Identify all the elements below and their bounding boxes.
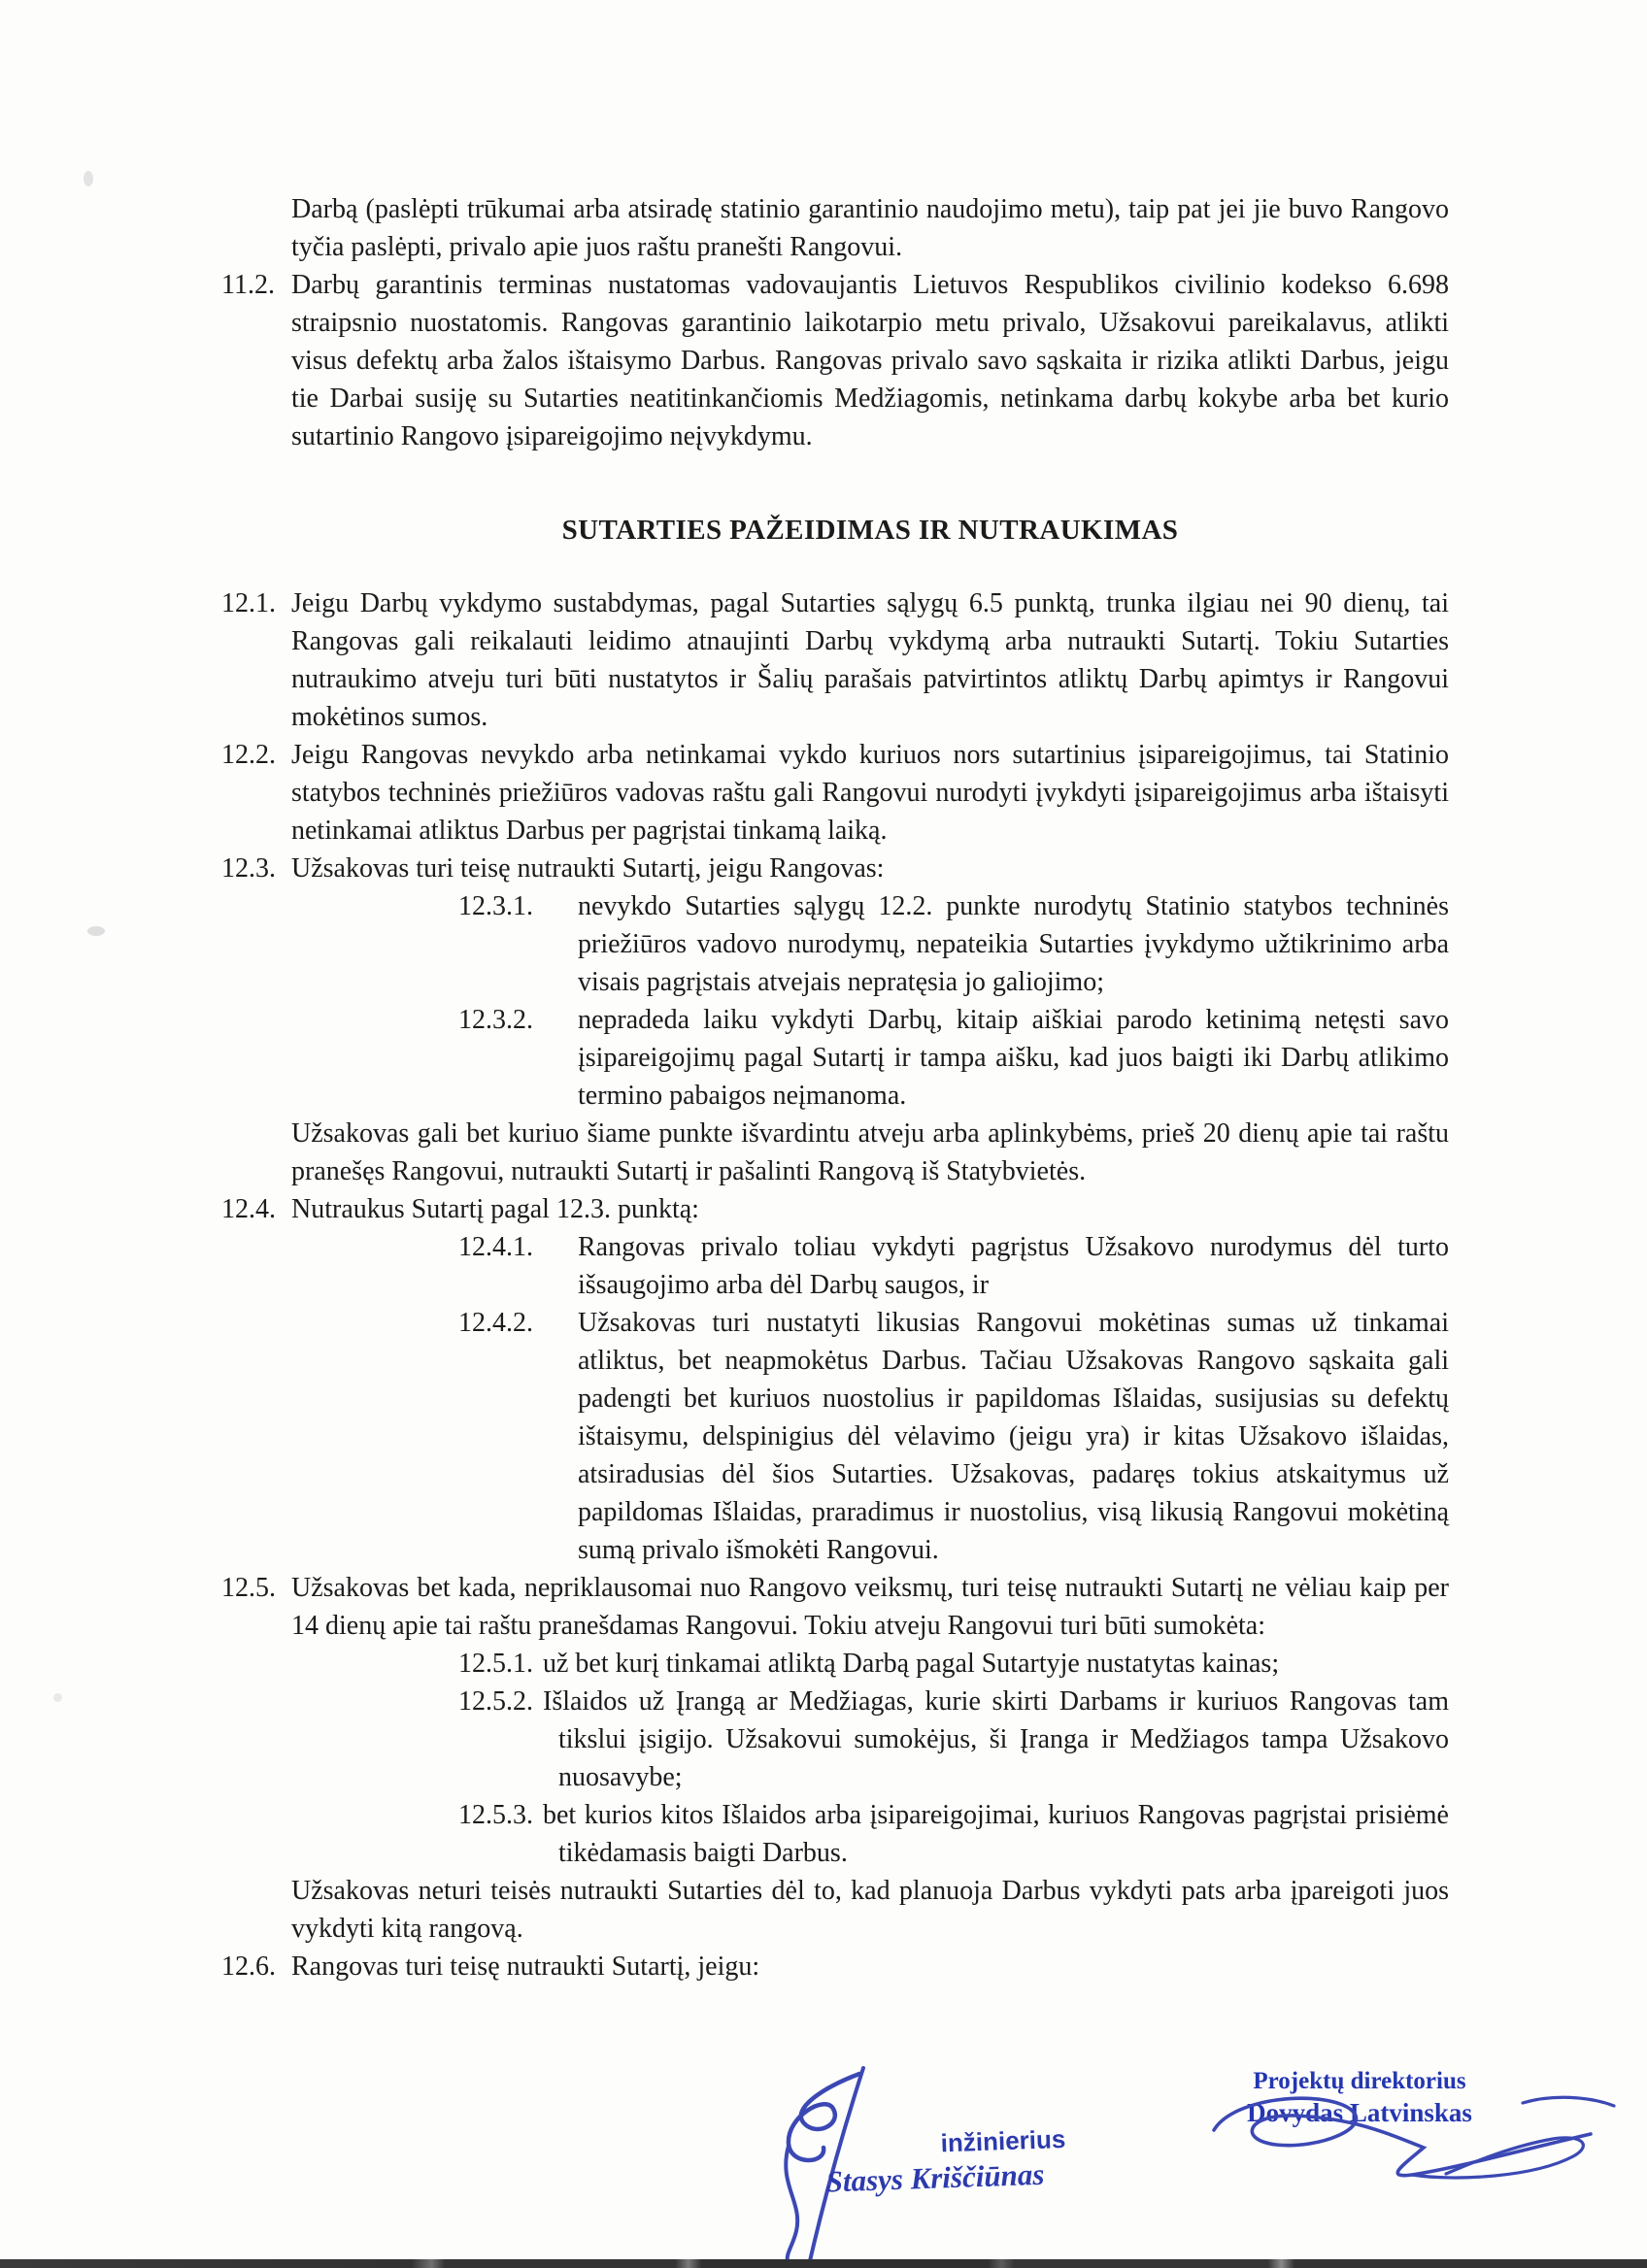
clause-12-4-1 bbox=[291, 1228, 1449, 1304]
clause-12-4-2 bbox=[291, 1304, 1449, 1569]
contract-body bbox=[221, 190, 1449, 1985]
director-stamp-name: Dovydas Latvinskas bbox=[1247, 2098, 1472, 2127]
clause-number: 12.6. bbox=[221, 1951, 276, 1982]
clause-number: 12.4. bbox=[221, 1194, 276, 1224]
clause-text: Nutraukus Sutartį pagal 12.3. punktą: bbox=[291, 1194, 699, 1224]
clause-number: 12.1. bbox=[221, 588, 276, 618]
clause-number: 12.5.3. bbox=[458, 1800, 533, 1830]
clause-text: Jeigu Rangovas nevykdo arba netinkamai vykdo kuriuos nors sutartinius įsipareigojimus, tai Statinio statybos techninės priežiūros vadovas raštu gali Rangovui nurodyti įvykdyti įsipareigojimus arba ištaisyti netinkamai atliktus Darbus per pagrįstai tinkamą laiką. bbox=[291, 740, 1449, 846]
scan-smudge bbox=[84, 171, 93, 186]
clause-12-5-closing bbox=[291, 1872, 1449, 1948]
clause-number: 12.5.2. bbox=[458, 1686, 533, 1717]
clause-11-2 bbox=[221, 266, 1449, 455]
clause-text: bet kurios kitos Išlaidos arba įsipareigojimai, kuriuos Rangovas pagrįstai prisiėmė tikėdamasis baigti Darbus. bbox=[543, 1800, 1449, 1868]
clause-12-5 bbox=[221, 1569, 1449, 1645]
scan-edge-artifact bbox=[0, 2259, 1647, 2268]
clause-number: 12.4.2. bbox=[458, 1308, 533, 1338]
clause-text: Darbų garantinis terminas nustatomas vadovaujantis Lietuvos Respublikos civilinio kodekso 6.698 straipsnio nuostatomis. Rangovas garantinio laikotarpio metu privalo, Užsakovui pareikalavus, atlikti visus defektų arba žalos ištaisymo Darbus. Rangovas privalo savo sąskaita ir rizika atlikti Darbus, jeigu tie Darbai susiję su Sutarties neatitinkančiomis Medžiagomis, netinkama darbų kokybe arba bet kurio sutartinio Rangovo įsipareigojimo neįvykdymu. bbox=[291, 270, 1449, 451]
clause-text: Užsakovas turi nustatyti likusias Rangovui mokėtinas sumas už tinkamai atliktus, bet neapmokėtus Darbus. Tačiau Užsakovas Rangovo sąskaita gali padengti bet kuriuos nuostolius ir papildomas Išlaidas, susijusias su defektų ištaisymu, delspinigius dėl vėlavimo (jeigu yra) ir kitas Užsakovo išlaidas, atsiradusias dėl šios Sutarties. Užsakovas, padaręs tokius atskaitymus už papildomas Išlaidas, praradimus ir nuostolius, visą likusią Rangovui mokėtiną sumą privalo išmokėti Rangovui. bbox=[578, 1308, 1449, 1565]
clause-text: nepradeda laiku vykdyti Darbų, kitaip aiškiai parodo ketinimą netęsti savo įsipareigojimų pagal Sutartį ir tampa aišku, kad juos baigti iki Darbų atlikimo termino pabaigos neįmanoma. bbox=[578, 1005, 1449, 1111]
clause-text: Užsakovas turi teisę nutraukti Sutartį, jeigu Rangovas: bbox=[291, 853, 885, 884]
scan-smudge bbox=[53, 1693, 62, 1702]
clause-text: Užsakovas neturi teisės nutraukti Sutarties dėl to, kad planuoja Darbus vykdyti pats arba įpareigoti juos vykdyti kitą rangovą. bbox=[291, 1876, 1449, 1944]
clause-number: 12.3.1. bbox=[458, 891, 533, 921]
clause-number: 12.4.1. bbox=[458, 1232, 533, 1262]
clause-number: 12.2. bbox=[221, 740, 276, 770]
clause-12-3-closing bbox=[291, 1115, 1449, 1190]
clause-12-6 bbox=[221, 1948, 1449, 1985]
clause-number: 12.5.1. bbox=[458, 1649, 533, 1679]
clause-text: Jeigu Darbų vykdymo sustabdymas, pagal Sutarties sąlygų 6.5 punktą, trunka ilgiau nei 90 dienų, tai Rangovas gali reikalauti leidimo atnaujinti Darbų vykdymą arba nutraukti Sutartį. Tokiu Sutarties nutraukimo atveju turi būti nustatytos ir Šalių parašais patvirtintos atliktų Darbų apimtys ir Rangovui mokėtinos sumos. bbox=[291, 588, 1449, 732]
clause-12-3 bbox=[221, 850, 1449, 887]
clause-text: Rangovas privalo toliau vykdyti pagrįstus Užsakovo nurodymus dėl turto išsaugojimo arba dėl Darbų saugos, ir bbox=[578, 1232, 1449, 1300]
clause-12-2 bbox=[221, 736, 1449, 850]
engineer-stamp-title: inžinierius bbox=[940, 2123, 1066, 2158]
clause-12-5-2 bbox=[291, 1683, 1449, 1796]
engineer-stamp bbox=[824, 2123, 1079, 2199]
clause-text: Užsakovas gali bet kuriuo šiame punkte išvardintu atveju arba aplinkybėms, prieš 20 dienų apie tai raštu pranešęs Rangovui, nutraukti Sutartį ir pašalinti Rangovą iš Statybvietės. bbox=[291, 1118, 1449, 1186]
clause-number: 12.5. bbox=[221, 1573, 276, 1603]
clause-number: 12.3.2. bbox=[458, 1005, 533, 1035]
clause-number: 12.3. bbox=[221, 853, 276, 884]
director-stamp-title: Projektų direktorius bbox=[1253, 2068, 1466, 2094]
clause-number: 11.2. bbox=[221, 270, 275, 300]
clause-text: Išlaidos už Įrangą ar Medžiagas, kurie skirti Darbams ir kuriuos Rangovas tam tikslui įsigijo. Užsakovui sumokėjus, ši Įranga ir Medžiagos tampa Užsakovo nuosavybe; bbox=[543, 1686, 1449, 1792]
clause-11-1-continuation bbox=[291, 190, 1449, 266]
clause-12-5-3 bbox=[291, 1796, 1449, 1872]
engineer-stamp-name: Stasys Kriščiūnas bbox=[825, 2156, 1045, 2199]
director-signature-icon bbox=[1202, 2087, 1639, 2194]
clause-12-1 bbox=[221, 584, 1449, 736]
clause-text: už bet kurį tinkamai atliktą Darbą pagal Sutartyje nustatytas kainas; bbox=[543, 1649, 1280, 1679]
clause-12-4 bbox=[221, 1190, 1449, 1228]
clause-text: Rangovas turi teisę nutraukti Sutartį, jeigu: bbox=[291, 1951, 760, 1982]
clause-text: Užsakovas bet kada, nepriklausomai nuo Rangovo veiksmų, turi teisę nutraukti Sutartį ne vėliau kaip per 14 dienų apie tai raštu pranešdamas Rangovui. Tokiu atveju Rangovui turi būti sumokėta: bbox=[291, 1573, 1449, 1641]
clause-12-5-1 bbox=[291, 1645, 1449, 1683]
clause-text: Darbą (paslėpti trūkumai arba atsiradę statinio garantinio naudojimo metu), taip pat jei jie buvo Rangovo tyčia paslėpti, privalo apie juos raštu pranešti Rangovui. bbox=[291, 194, 1449, 262]
clause-12-3-1 bbox=[291, 887, 1449, 1001]
section-heading: SUTARTIES PAŽEIDIMAS IR NUTRAUKIMAS bbox=[561, 515, 1179, 546]
clause-12-3-2 bbox=[291, 1001, 1449, 1115]
clause-text: nevykdo Sutarties sąlygų 12.2. punkte nurodytų Statinio statybos techninės priežiūros vadovo nurodymų, nepateikia Sutarties įvykdymo užtikrinimo arba visais pagrįstais atvejais nepratęsia jo galiojimo; bbox=[578, 891, 1449, 997]
scan-smudge bbox=[87, 926, 105, 936]
